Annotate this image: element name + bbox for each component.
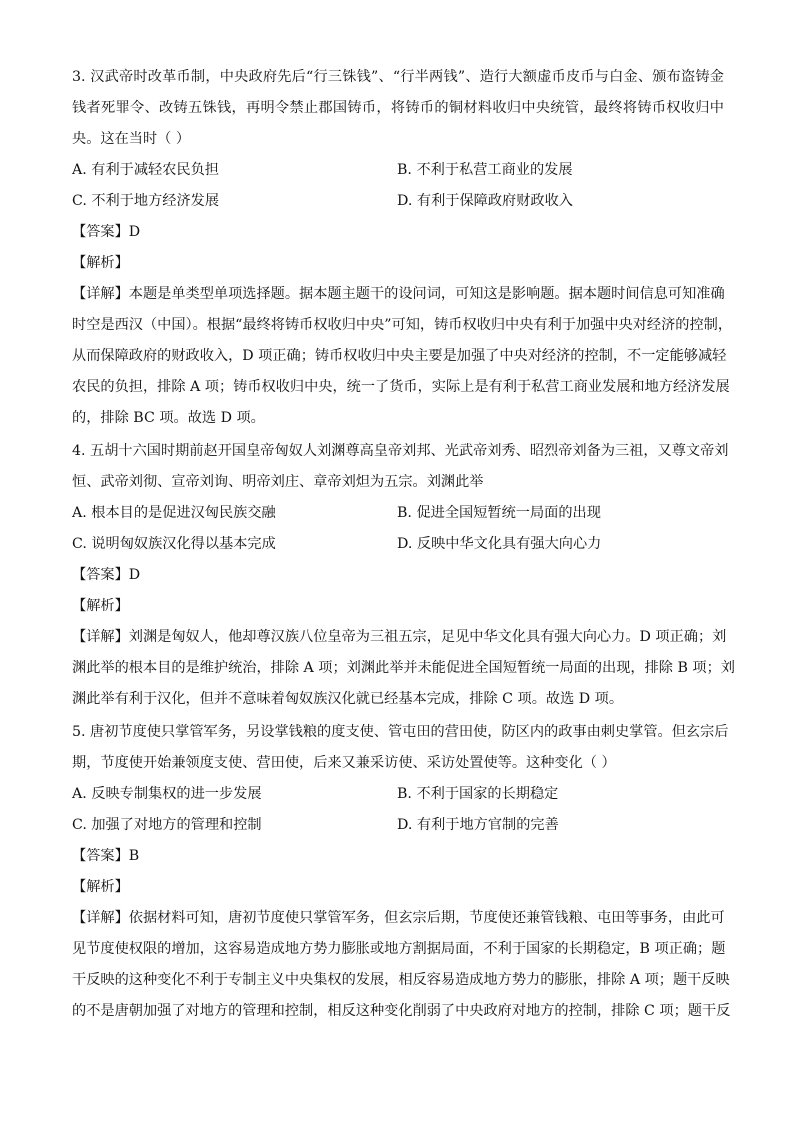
detail-line: 时空是西汉（中国）。根据“最终将铸币权收归中央”可知，铸币权收归中央有利于加强中央对经济的控制， (72, 317, 733, 333)
option-d: D. 有利于保障政府财政收入 (397, 193, 573, 209)
detail-line: 渊此举的根本目的是维护统治，排除 A 项；刘渊此举并未能促进全国短暂统一局面的出现，排除 B 项；刘 (72, 660, 735, 676)
question-3-detail (72, 279, 733, 434)
detail-line: 农民的负担，排除 A 项；铸币权收归中央，统一了货币，实际上是有利于私营工商业发展和地方经济发展 (72, 379, 730, 395)
option-b: B. 不利于私营工商业的发展 (397, 162, 573, 178)
question-3-stem (72, 62, 724, 155)
option-a: A. 反映专制集权的进一步发展 (72, 786, 262, 802)
detail-line: 的不是唐朝加强了对地方的管理和控制，相反这种变化削弱了中央政府对地方的控制，排除 C 项；题干反 (72, 1003, 731, 1019)
question-3-analysis-label: 【解析】 (72, 255, 129, 271)
question-5-answer: 【答案】B (72, 848, 140, 864)
detail-line: 【详解】刘渊是匈奴人，他却尊汉族八位皇帝为三祖五宗，足见中华文化具有强大向心力。D 项正确；刘 (72, 629, 727, 645)
option-b: B. 不利于国家的长期稳定 (397, 786, 559, 802)
question-5-options-row-2 (72, 810, 724, 841)
stem-line: 5. 唐初节度使只掌管军务，另设掌钱粮的度支使、管屯田的营田使，防区内的政事由刺史掌管。但玄宗后 (72, 724, 729, 740)
question-3-answer: 【答案】D (72, 224, 141, 240)
question-5-analysis-label: 【解析】 (72, 879, 129, 895)
question-3-options-row-1 (72, 155, 724, 186)
question-4-analysis-label: 【解析】 (72, 598, 129, 614)
detail-line: 渊此举有利于汉化，但并不意味着匈奴族汉化就已经基本完成，排除 C 项。故选 D 项。 (72, 691, 624, 707)
option-d: D. 反映中华文化具有强大向心力 (397, 536, 602, 552)
option-c: C. 不利于地方经济发展 (72, 193, 220, 209)
stem-line: 钱者死罪令、改铸五铢钱，再明令禁止郡国铸币，将铸币的铜材料收归中央统管，最终将铸币权收归中 (72, 100, 724, 116)
stem-line: 期，节度使开始兼领度支使、营田使，后来又兼采访使、采访处置使等。这种变化（ ） (72, 755, 616, 771)
question-5-options-row-1 (72, 779, 724, 810)
option-b: B. 促进全国短暂统一局面的出现 (397, 505, 601, 521)
question-4-detail (72, 622, 735, 715)
stem-line: 4. 五胡十六国时期前赵开国皇帝匈奴人刘渊尊高皇帝刘邦、光武帝刘秀、昭烈帝刘备为三祖，又尊文帝刘 (72, 443, 729, 459)
question-4-stem (72, 436, 729, 498)
option-c: C. 加强了对地方的管理和控制 (72, 817, 262, 833)
detail-line: 干反映的这种变化不利于专制主义中央集权的发展，相反容易造成地方势力的膨胀，排除 A 项；题干反映 (72, 972, 730, 988)
question-3-options-row-2 (72, 186, 724, 217)
question-4-answer: 【答案】D (72, 567, 141, 583)
stem-line: 央。这在当时（ ） (72, 131, 191, 147)
option-a: A. 有利于减轻农民负担 (72, 162, 219, 178)
option-d: D. 有利于地方官制的完善 (397, 817, 559, 833)
option-c: C. 说明匈奴族汉化得以基本完成 (72, 536, 276, 552)
detail-line: 从而保障政府的财政收入，D 项正确；铸币权收归中央主要是加强了中央对经济的控制，不一定能够减轻 (72, 348, 727, 364)
detail-line: 【详解】本题是单类型单项选择题。据本题主题干的设问词，可知这是影响题。据本题时间信息可知准确 (72, 286, 725, 302)
stem-line: 恒、武帝刘彻、宣帝刘询、明帝刘庄、章帝刘炟为五宗。刘渊此举 (72, 474, 484, 490)
question-4-options-row-1 (72, 498, 724, 529)
detail-line: 见节度使权限的增加，这容易造成地方势力膨胀或地方割据局面，不利于国家的长期稳定，B 项正确；题 (72, 941, 726, 957)
detail-line: 【详解】依据材料可知，唐初节度使只掌管军务，但玄宗后期，节度使还兼管钱粮、屯田等事务，由此可 (72, 910, 725, 926)
question-5-stem (72, 717, 729, 779)
detail-line: 的，排除 BC 项。故选 D 项。 (72, 410, 265, 426)
option-a: A. 根本目的是促进汉匈民族交融 (72, 505, 276, 521)
stem-line: 3. 汉武帝时改革币制，中央政府先后“行三铢钱”、“行半两钱”、造行大额虚币皮币与白金、颁布盗铸金 (72, 69, 724, 85)
question-5-detail (72, 903, 731, 1027)
question-4-options-row-2 (72, 529, 724, 560)
